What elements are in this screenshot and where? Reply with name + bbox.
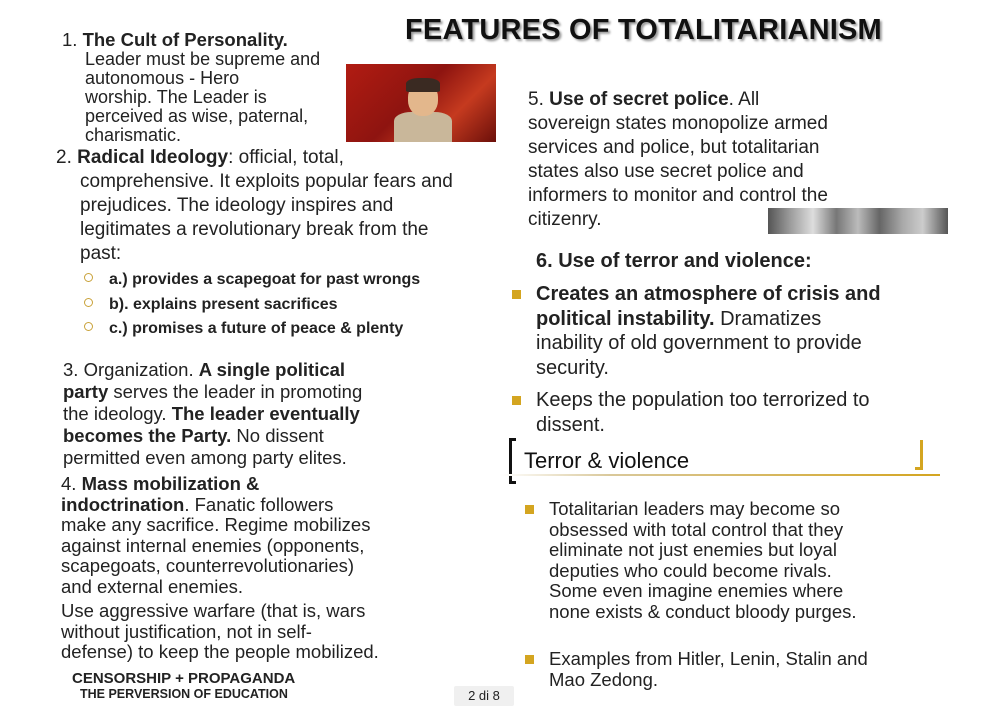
bold-text: The leader eventually [171, 403, 360, 424]
terror-details [525, 499, 945, 690]
section-number: 1. [62, 29, 83, 50]
text-line: make any sacrifice. Regime mobilizes [61, 514, 371, 535]
text-line: charismatic. [85, 125, 182, 145]
page-title: FEATURES OF TOTALITARIANISM [405, 14, 882, 46]
bold-text: becomes the Party. [63, 425, 232, 446]
circle-bullet-icon [84, 322, 93, 331]
text-line: . Fanatic followers [184, 493, 334, 515]
section-heading: Use of secret police [549, 89, 729, 110]
text-line: Some even imagine enemies where [549, 580, 844, 601]
section-number: 5. [528, 89, 550, 110]
section-mass-mobilization [61, 474, 431, 663]
text-line: inability of old government to provide [536, 332, 862, 354]
text-line: states also use secret police and [528, 161, 804, 182]
police-officers-image [768, 208, 948, 234]
text-line: scapegoats, counterrevolutionaries) [61, 555, 355, 576]
text-line: none exists & conduct bloody purges. [549, 600, 857, 622]
text-line: Totalitarian leaders may become so [549, 498, 841, 519]
section-heading: The Cult of Personality. [82, 29, 288, 50]
section-heading: Mass mobilization & [81, 473, 260, 494]
text-line: Use aggressive warfare (that is, wars [61, 600, 366, 621]
text-line: serves the leader in promoting [108, 381, 363, 402]
text-line: citizenry. [528, 209, 602, 230]
list-item [525, 649, 945, 690]
text-line: perceived as wise, paternal, [85, 106, 309, 126]
section-heading: Radical Ideology [77, 147, 229, 168]
text-line: against internal enemies (opponents, [61, 534, 365, 556]
text-line: Mao Zedong. [549, 668, 659, 690]
text-line: Leader must be supreme and [85, 49, 321, 69]
bracket-right [915, 440, 923, 470]
text-line: dissent. [536, 413, 605, 436]
stalin-portrait-image [346, 64, 496, 142]
text-line: Keeps the population too terrorized to [536, 389, 870, 411]
text-line: No dissent [231, 425, 324, 446]
text-line: the ideology. [63, 403, 172, 424]
text-line: : official, total, [228, 147, 344, 168]
list-item [512, 388, 922, 437]
terror-bullets [512, 282, 922, 437]
text-line: permitted even among party elites. [63, 447, 347, 468]
circle-bullet-icon [84, 273, 93, 282]
square-bullet-icon [525, 505, 534, 514]
text-line: prejudices. The ideology inspires and [80, 195, 394, 216]
text-line: autonomous - Hero [85, 68, 240, 88]
footer-line: THE PERVERSION OF EDUCATION [80, 687, 288, 701]
text-line: Examples from Hitler, Lenin, Stalin and [549, 648, 868, 669]
text-line: and external enemies. [61, 575, 244, 597]
text-line: legitimates a revolutionary break from the [80, 219, 429, 240]
square-bullet-icon [512, 396, 521, 405]
text-line: without justification, not in self- [61, 620, 312, 642]
section-heading: 6. Use of terror and violence: [536, 250, 812, 272]
text-line: security. [536, 356, 609, 379]
list-item [512, 282, 922, 380]
section-heading: indoctrination [61, 493, 185, 515]
divider-line [500, 474, 940, 476]
section-radical-ideology [56, 146, 496, 342]
text-line: sovereign states monopolize armed [528, 113, 828, 134]
text-line: worship. The Leader is [85, 87, 267, 107]
section-organization [63, 359, 423, 469]
text-line: Dramatizes [714, 307, 822, 330]
text-line: eliminate not just enemies but loyal [549, 539, 837, 560]
section-number: 4. [61, 473, 82, 494]
text-line: deputies who could become rivals. [549, 559, 832, 581]
bold-text: Creates an atmosphere of crisis and [536, 283, 881, 305]
circle-bullet-icon [84, 298, 93, 307]
bold-text: A single political [198, 359, 346, 380]
list-item [525, 499, 945, 622]
footer-subtitle [72, 670, 295, 701]
page-indicator: 2 di 8 [454, 686, 514, 706]
square-bullet-icon [512, 290, 521, 299]
list-item: c.) promises a future of peace & plenty [84, 317, 496, 342]
list-item: a.) provides a scapegoat for past wrongs [84, 268, 496, 293]
text-line: 3. Organization. [63, 359, 199, 380]
list-item: b). explains present sacrifices [84, 293, 496, 318]
section-cult-of-personality [62, 30, 362, 145]
bold-text: political instability. [536, 307, 715, 330]
square-bullet-icon [525, 655, 534, 664]
text-line: defense) to keep the people mobilized. [61, 641, 379, 662]
bold-text: party [63, 381, 109, 402]
text-line: obsessed with total control that they [549, 518, 844, 540]
footer-line: CENSORSHIP + PROPAGANDA [72, 670, 296, 687]
text-line: informers to monitor and control the [528, 185, 828, 206]
text-line: . All [728, 89, 760, 110]
text-line: past: [80, 243, 122, 264]
bracket-left [509, 438, 516, 484]
text-line: services and police, but totalitarian [528, 137, 820, 158]
section-number: 2. [56, 147, 78, 168]
text-line: comprehensive. It exploits popular fears and [80, 171, 453, 192]
subsection-heading: Terror & violence [524, 448, 690, 473]
